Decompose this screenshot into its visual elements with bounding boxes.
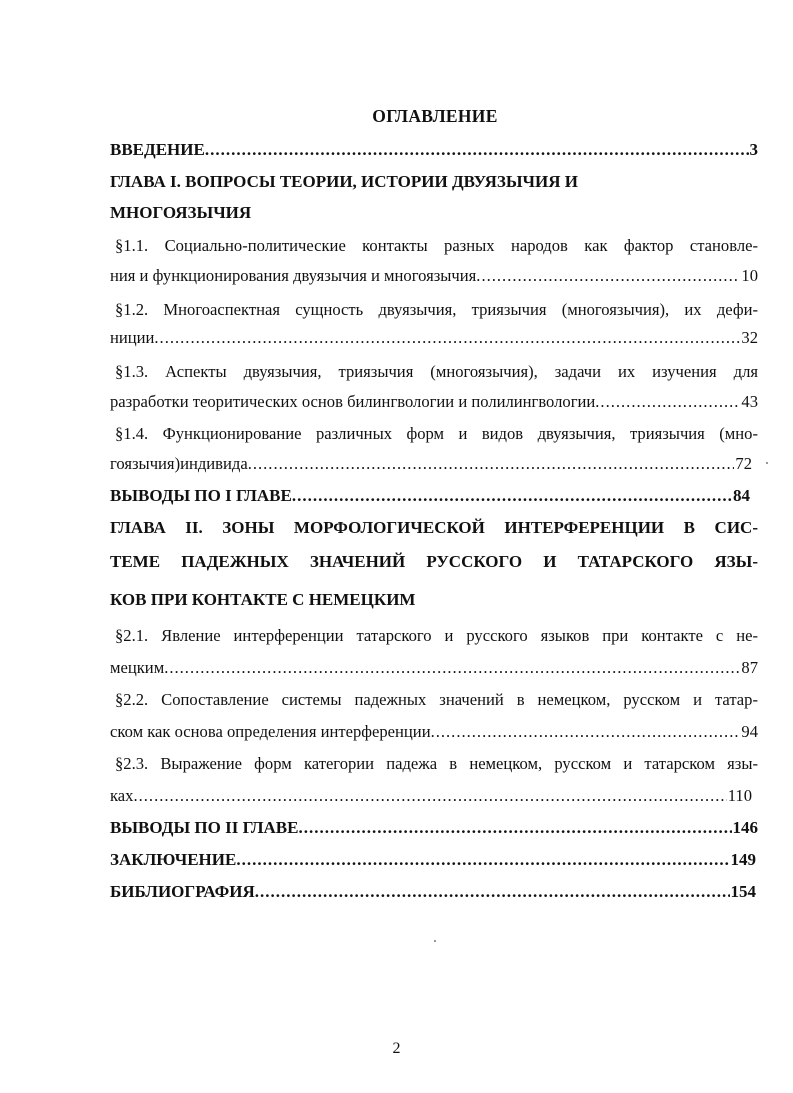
toc-entry-page: 72 [735, 454, 752, 473]
dot-leader [255, 880, 730, 904]
toc-entry-page: 149 [730, 850, 756, 869]
toc-entry-title: БИБЛИОГРАФИЯ [110, 882, 255, 901]
toc-entry-page: 43 [741, 392, 758, 411]
dot-leader [205, 138, 749, 162]
dot-leader [298, 816, 731, 840]
toc-entry-title: ках [110, 786, 134, 805]
toc-entry-intro [110, 138, 758, 162]
toc-section-1-3-line1: §1.3. Аспекты двуязычия, триязычия (многоязычия), задачи их изучения для [115, 362, 758, 381]
page-number: 2 [392, 1040, 401, 1057]
chapter1-title-line1: ГЛАВА I. ВОПРОСЫ ТЕОРИИ, ИСТОРИИ ДВУЯЗЫЧИЯ И [110, 172, 579, 191]
toc-entry-title: ниции [110, 328, 155, 347]
toc-section-1-1-line2 [110, 264, 758, 288]
toc-section-1-4-line2 [110, 452, 752, 476]
toc-entry-conclusions-1 [110, 484, 750, 508]
toc-entry-conclusions-2 [110, 816, 758, 840]
toc-entry-bibliography [110, 880, 756, 904]
toc-entry-page: 10 [741, 266, 758, 285]
toc-section-1-2-line2 [110, 326, 758, 350]
dot-leader [154, 326, 740, 350]
toc-entry-title: мецким [110, 658, 165, 677]
toc-entry-page: 3 [749, 140, 758, 159]
toc-entry-title: ВЫВОДЫ ПО I ГЛАВЕ [110, 486, 292, 505]
dot-leader [431, 720, 741, 744]
toc-section-1-4-line1: §1.4. Функционирование различных форм и видов двуязычия, триязычия (мно- [115, 424, 758, 443]
toc-entry-title: разработки теоритических основ билингвологии и полилингвологии [110, 392, 596, 411]
scan-speck [766, 462, 768, 464]
dot-leader [236, 848, 729, 872]
toc-entry-title: ния и функционирования двуязычия и многоязычия [110, 266, 477, 285]
toc-entry-title: ском как основа определения интерференции [110, 722, 431, 741]
scan-speck [434, 940, 436, 942]
dot-leader [133, 784, 726, 808]
toc-section-2-2-line2 [110, 720, 758, 744]
toc-entry-page: 146 [732, 818, 758, 837]
toc-section-2-1-line2 [110, 656, 758, 680]
toc-heading: ОГЛАВЛЕНИЕ [372, 106, 498, 126]
toc-entry-title: гоязычия)индивида [110, 454, 248, 473]
toc-entry-title: ВВЕДЕНИЕ [110, 140, 205, 159]
toc-entry-title: ВЫВОДЫ ПО II ГЛАВЕ [110, 818, 299, 837]
chapter2-title-line1: ГЛАВА II. ЗОНЫ МОРФОЛОГИЧЕСКОЙ ИНТЕРФЕРЕНЦИИ В СИС- [110, 518, 758, 537]
toc-entry-page: 94 [741, 722, 758, 741]
dot-leader [248, 452, 735, 476]
chapter2-title-line3: КОВ ПРИ КОНТАКТЕ С НЕМЕЦКИМ [110, 590, 416, 609]
dot-leader [476, 264, 740, 288]
toc-section-2-3-line2 [110, 784, 752, 808]
toc-entry-page: 154 [730, 882, 756, 901]
toc-section-2-1-line1: §2.1. Явление интерференции татарского и русского языков при контакте с не- [115, 626, 758, 645]
toc-entry-page: 87 [741, 658, 758, 677]
dot-leader [292, 484, 732, 508]
chapter2-title-line2: ТЕМЕ ПАДЕЖНЫХ ЗНАЧЕНИЙ РУССКОГО И ТАТАРСКОГО ЯЗЫ- [110, 552, 758, 571]
toc-entry-page: 84 [733, 486, 750, 505]
toc-entry-page: 110 [727, 786, 752, 805]
toc-section-1-2-line1: §1.2. Многоаспектная сущность двуязычия, триязычия (многоязычия), их дефи- [115, 300, 758, 319]
toc-entry-title: ЗАКЛЮЧЕНИЕ [110, 850, 237, 869]
toc-entry-page: 32 [741, 328, 758, 347]
dot-leader [164, 656, 740, 680]
toc-section-2-3-line1: §2.3. Выражение форм категории падежа в немецком, русском и татарском язы- [115, 754, 758, 773]
toc-section-1-3-line2 [110, 390, 758, 414]
chapter1-title-line2: МНОГОЯЗЫЧИЯ [110, 203, 252, 222]
dot-leader [595, 390, 740, 414]
toc-section-1-1-line1: §1.1. Социально-политические контакты разных народов как фактор становле- [115, 236, 758, 255]
toc-entry-conclusion [110, 848, 756, 872]
toc-section-2-2-line1: §2.2. Сопоставление системы падежных значений в немецком, русском и татар- [115, 690, 758, 709]
